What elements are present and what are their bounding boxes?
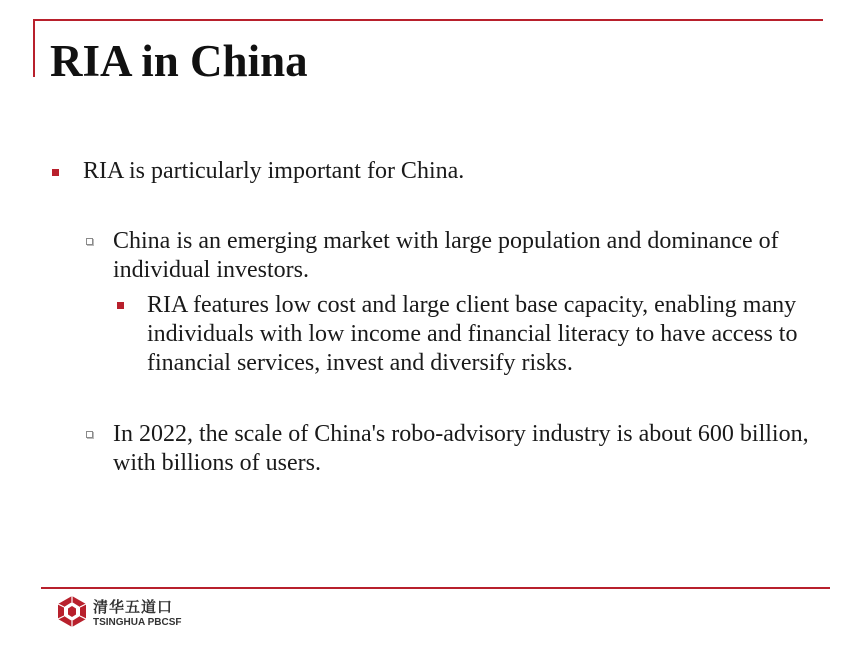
bullet-text: China is an emerging market with large population and dominance of individual investors. — [113, 228, 779, 283]
slide-title: RIA in China — [50, 36, 308, 86]
logo-english-text: TSINGHUA PBCSF — [93, 617, 182, 628]
bullet-text: RIA features low cost and large client base capacity, enabling many individuals with low income and financial literacy to have access to financial services, invest and diversify risks. — [147, 292, 798, 376]
header-rule-left — [33, 19, 35, 77]
footer-rule — [41, 587, 830, 589]
bullet-text: RIA is particularly important for China. — [83, 158, 465, 184]
square-bullet-icon — [52, 169, 59, 176]
hollow-square-bullet-icon — [86, 238, 93, 245]
bullet-level2 — [83, 227, 820, 285]
bullet-level3 — [113, 291, 820, 378]
header-rule-top — [33, 19, 823, 21]
bullet-level2 — [83, 420, 820, 478]
slide-body — [50, 157, 820, 478]
tsinghua-logo-icon — [57, 595, 87, 628]
bullet-level1 — [50, 157, 820, 186]
logo-chinese-text: 清华五道口 — [93, 598, 174, 616]
square-bullet-icon — [117, 302, 124, 309]
hollow-square-bullet-icon — [86, 431, 93, 438]
bullet-text: In 2022, the scale of China's robo-advisory industry is about 600 billion, with billions of users. — [113, 421, 809, 476]
